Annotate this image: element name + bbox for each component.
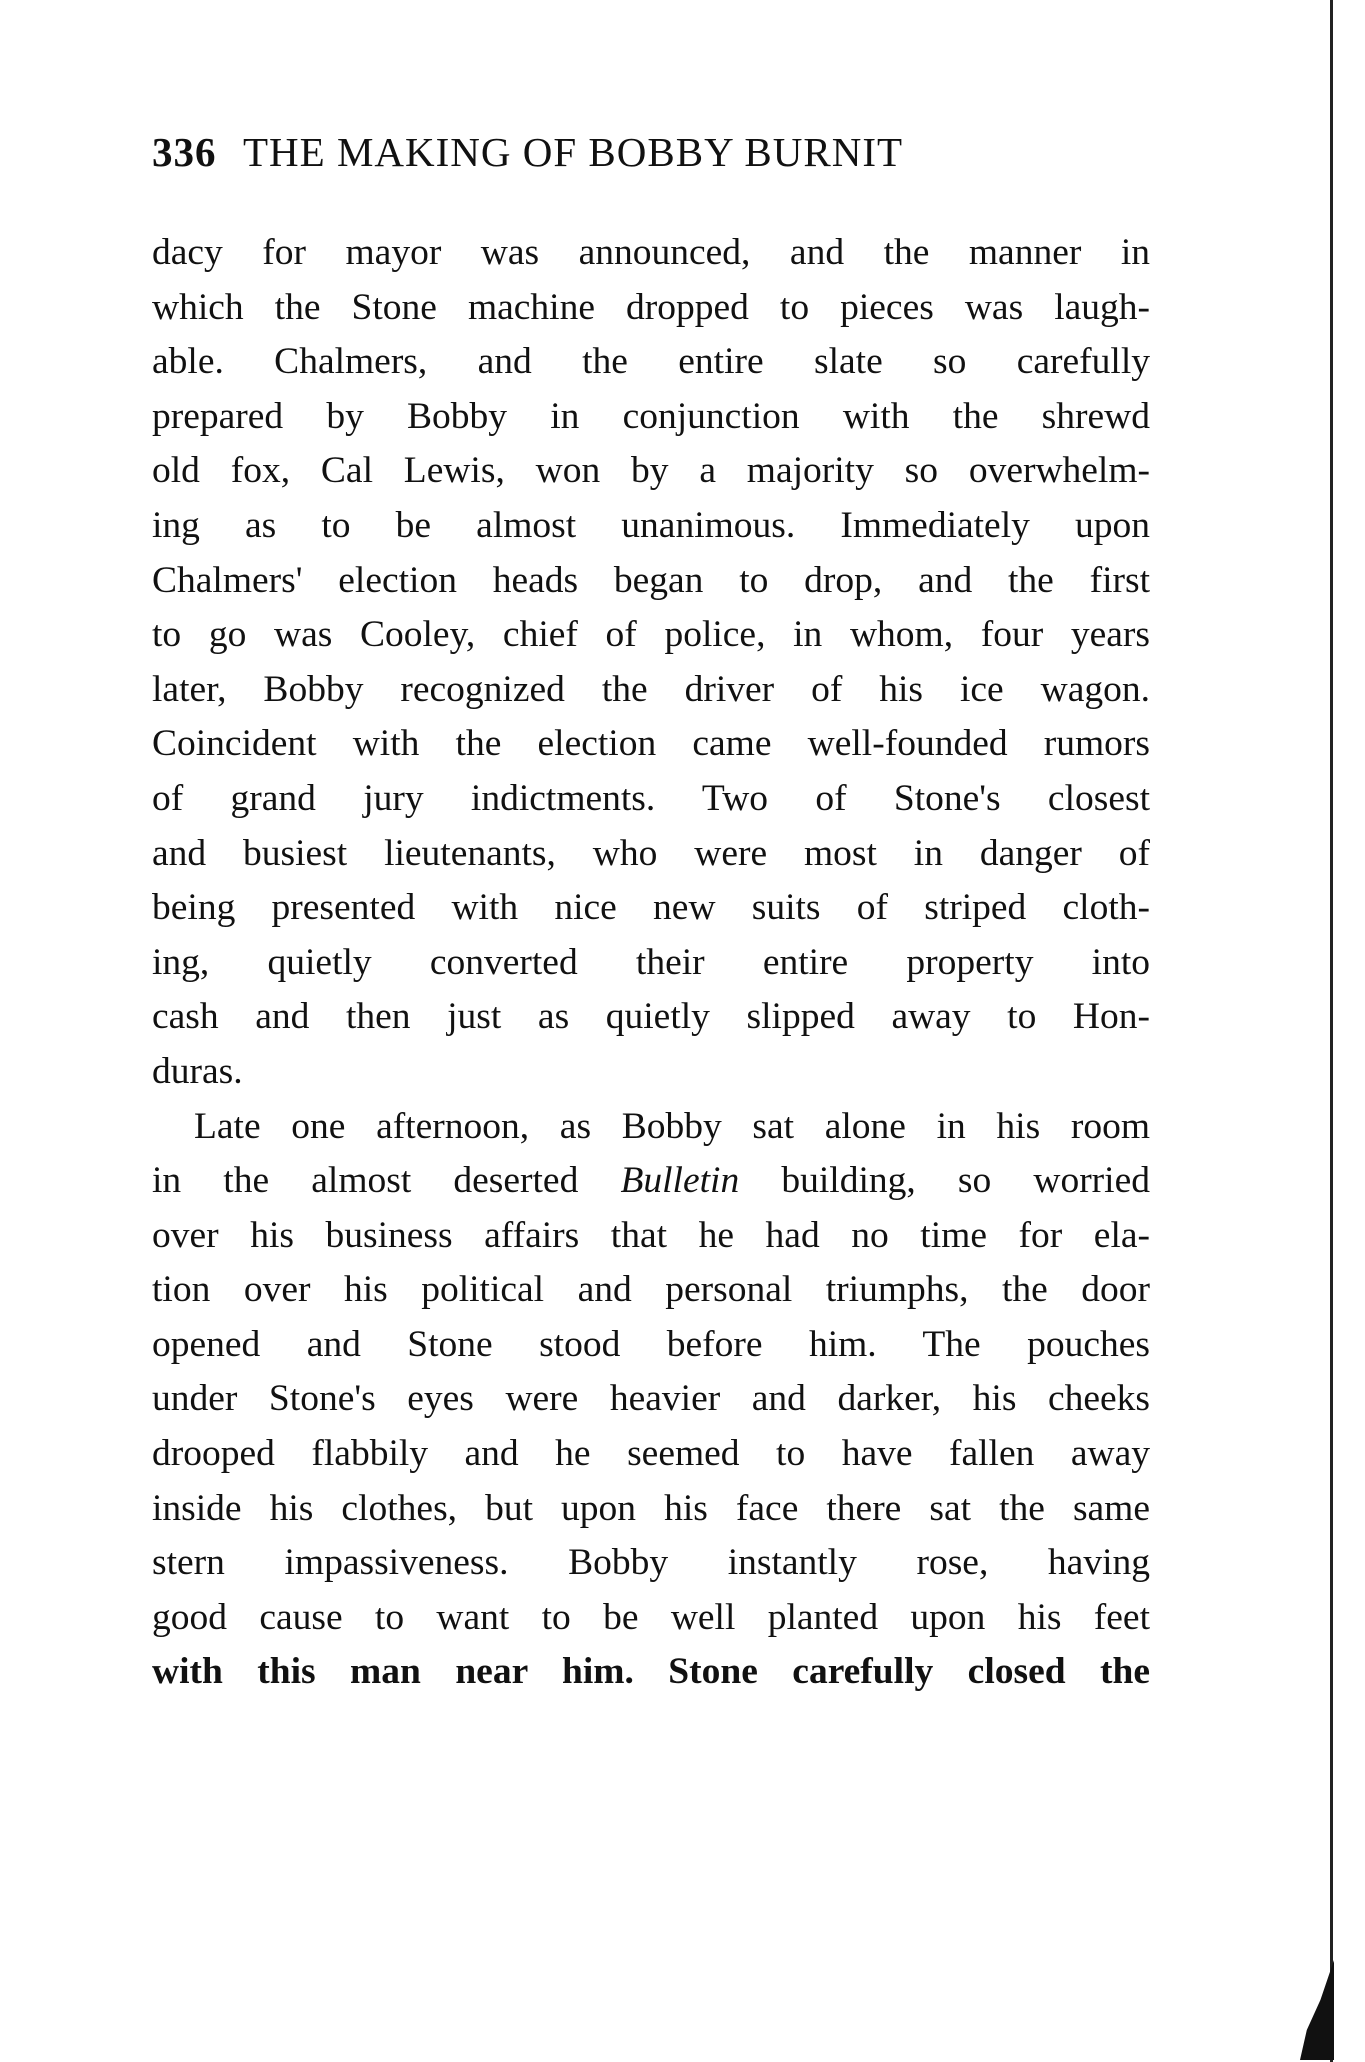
text-line: tion over his political and personal triumphs, the door [152,1269,1150,1311]
text-line: dacy for mayor was announced, and the manner in [152,232,1150,273]
text-line: over his business affairs that he had no time for ela- [152,1214,1150,1256]
running-header [152,128,1092,176]
page-number: 336 [152,129,217,175]
page-edge-line [1330,0,1333,2062]
text-line: cash and then just as quietly slipped away to Hon- [152,996,1150,1038]
text-line: able. Chalmers, and the entire slate so carefully [152,341,1150,383]
paragraph-1 [152,226,1150,1100]
text-span: in the almost deserted [152,1160,579,1202]
text-line: Late one afternoon, as Bobby sat alone in his room [194,1105,1150,1147]
text-line: later, Bobby recognized the driver of his ice wagon. [152,668,1150,710]
text-line: drooped flabbily and he seemed to have fallen away [152,1433,1150,1475]
text-line: ing, quietly converted their entire property into [152,941,1150,983]
text-line: Chalmers' election heads began to drop, and the first [152,559,1150,601]
text-line: inside his clothes, but upon his face there sat the same [152,1487,1150,1529]
running-title: THE MAKING OF BOBBY BURNIT [243,129,904,175]
text-line: good cause to want to be well planted upon his feet [152,1596,1150,1638]
text-line: to go was Cooley, chief of police, in whom, four years [152,614,1150,656]
text-line: being presented with nice new suits of striped cloth- [152,887,1150,929]
text-line: opened and Stone stood before him. The pouches [152,1323,1150,1365]
text-line: prepared by Bobby in conjunction with the shrewd [152,395,1150,437]
text-line: ing as to be almost unanimous. Immediately upon [152,504,1150,546]
text-line: which the Stone machine dropped to pieces was laugh- [152,286,1150,328]
text-line: of grand jury indictments. Two of Stone's closest [152,777,1150,819]
paragraph-2 [152,1100,1150,1701]
text-line: stern impassiveness. Bobby instantly rose, having [152,1542,1150,1584]
text-line: with this man near him. Stone carefully closed the [152,1651,1150,1693]
body-text [152,226,1150,1700]
text-line: and busiest lieutenants, who were most in danger of [152,832,1150,874]
page-edge-mark [1300,1960,1334,2060]
newspaper-title: Bulletin [620,1160,740,1202]
text-line [152,1154,1150,1209]
text-line: duras. [152,1050,243,1092]
text-line: under Stone's eyes were heavier and darker, his cheeks [152,1378,1150,1420]
text-span: building, so worried [781,1160,1150,1202]
text-line: Coincident with the election came well-founded rumors [152,723,1150,765]
text-line: old fox, Cal Lewis, won by a majority so overwhelm- [152,450,1150,492]
